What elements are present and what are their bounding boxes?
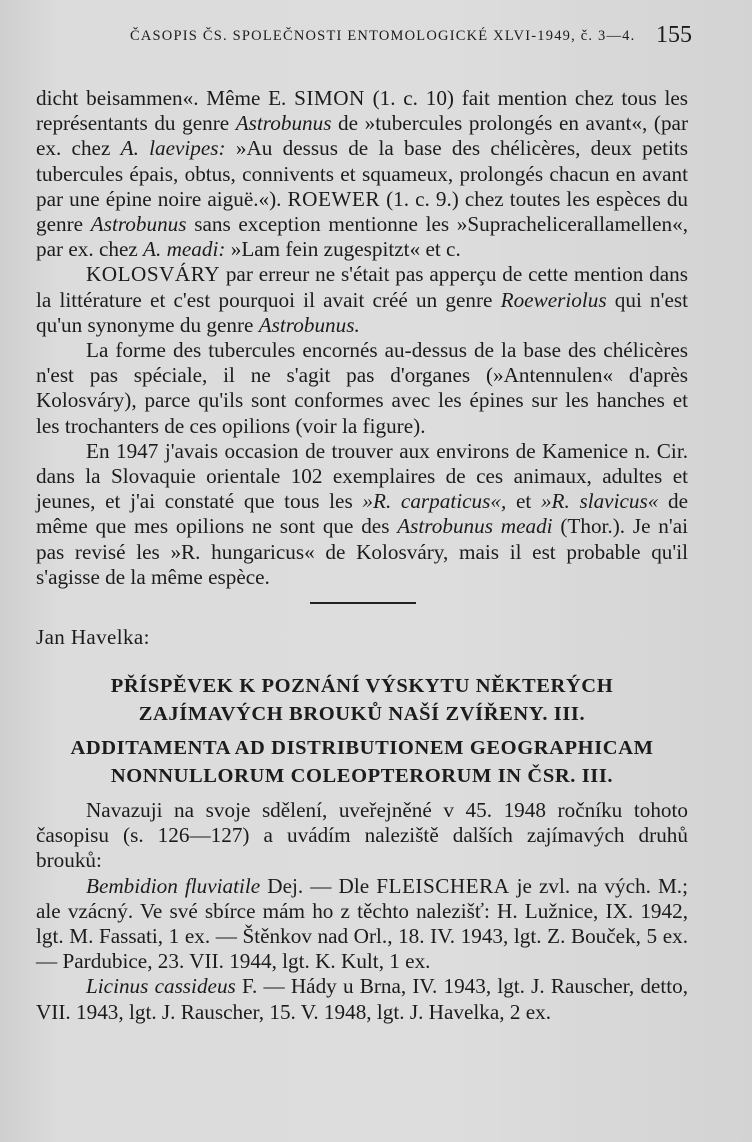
species-entry: [36, 974, 688, 1024]
species-name: A. laevipes:: [120, 136, 226, 161]
journal-title: ČASOPIS ČS. SPOLEČNOSTI ENTOMOLOGICKÉ XLVI-1949, č. 3—4.: [130, 28, 636, 44]
title-line: ZAJÍMAVÝCH BROUKŮ NAŠÍ ZVÍŘENY. III.: [138, 703, 586, 725]
article-title-latin: [36, 734, 688, 790]
intro-paragraph: Navazuji na svoje sdělení, uveřejněné v 45. 1948 ročníku tohoto časopisu (s. 126—127) a uvádím naleziště dalších zajímavých druhů brouků:: [36, 798, 688, 873]
text-run: sans exception mentionne les »Suprachelicerallamellen«, par ex. chez: [36, 212, 688, 262]
article-author: Jan Havelka:: [36, 625, 150, 649]
author-name: KOLOSVÁRY: [86, 262, 220, 287]
text-run: »Lam fein zugespitzt« et c.: [225, 237, 461, 262]
species-name: Astrobunus meadi: [397, 514, 553, 539]
genus-name: Astrobunus.: [258, 312, 360, 337]
text-run: de même que mes opilions ne sont que des: [36, 489, 688, 539]
text-run: »Au dessus de la base des chélicères, deux petits tubercules épais, obtus, connivents et squameux, prolongés chacun en avant par une épine noire aiguë.«).: [36, 136, 688, 211]
text-run: qui n'est qu'un synonyme du genre: [36, 287, 688, 337]
author-name: SIMON: [294, 86, 365, 110]
text-run: de »tubercules prolongés en avant«, (par ex. chez: [36, 111, 688, 161]
previous-article-text: [36, 86, 688, 590]
author-name: FLEISCHERA: [376, 873, 510, 898]
paragraph-4: [36, 439, 688, 590]
text-run: En 1947 j'avais occasion de trouver aux environs de Kamenice n. Cir. dans la Slovaquie orientale 102 exemplaires de ces animaux, adultes et jeunes, et j'ai constaté que tous les: [36, 438, 688, 514]
text-run: (1. c. 9.) chez toutes les espèces du genre: [36, 186, 689, 237]
text-run: (1. c. 10) fait mention chez tous les représentants du genre: [36, 86, 688, 136]
title-line: NONNULLORUM COLEOPTERORUM IN ČSR. III.: [110, 765, 614, 787]
species-entry: [36, 874, 688, 975]
paragraph-1: [36, 86, 688, 262]
paragraph-3: La forme des tubercules encornés au-dessus de la base des chélicères n'est pas spéciale, il ne s'agit pas d'organes (»Antennulen« d'après Kolosváry), parce qu'ils sont conformes avec les épines sur les hanches et les trochanters de ces opilions (voir la figure).: [36, 338, 688, 438]
species-name: »R. carpaticus«,: [362, 489, 507, 514]
species-name: A. meadi:: [143, 237, 226, 262]
genus-name: Astrobunus: [235, 111, 332, 136]
title-line: PŘÍSPĚVEK K POZNÁNÍ VÝSKYTU NĚKTERÝCH: [110, 675, 614, 697]
text-run: je zvl. na vých. M.; ale vzácný. Ve své sbírce mám ho z těchto nalezišť: H. Lužnice, IX. 1942, lgt. M. Fassati, 1 ex. — Štěnkov nad Orl., 18. IV. 1943, lgt. Z. Bouček, 5 ex. — Pardubice, 23. VII. 1944, lgt. K. Kult, 1 ex.: [36, 873, 688, 974]
article-text: [36, 798, 688, 1025]
author-name: ROEWER: [287, 186, 380, 211]
species-name: »R. slavicus«: [540, 489, 659, 514]
title-line: ADDITAMENTA AD DISTRIBUTIONEM GEOGRAPHICAM: [70, 737, 654, 759]
text-run: Dej. — Dle: [260, 873, 377, 898]
section-divider: [310, 602, 416, 604]
text-run: et: [506, 489, 541, 514]
paragraph-2: [36, 262, 688, 338]
species-name: Licinus cassideus: [86, 974, 236, 999]
running-head: [130, 22, 692, 62]
text-run: (Thor.). Je n'ai pas revisé les »R. hungaricus« de Kolosváry, mais il est probable qu'il s'agisse de la même espèce.: [36, 514, 689, 589]
species-name: Bembidion fluviatile: [86, 873, 261, 898]
page-number: 155: [656, 22, 692, 48]
text-run: dicht beisammen«. Même E.: [36, 86, 295, 110]
genus-name: Astrobunus: [90, 212, 187, 237]
article-title-czech: [36, 672, 688, 728]
text-run: par erreur ne s'était pas apperçu de cette mention dans la littérature et c'est pourquoi il avait créé un genre: [36, 262, 688, 312]
genus-name: Roeweriolus: [500, 287, 607, 312]
text-run: F. — Hády u Brna, IV. 1943, lgt. J. Rauscher, detto, VII. 1943, lgt. J. Rauscher, 15. V. 1948, lgt. J. Havelka, 2 ex.: [36, 974, 688, 1024]
